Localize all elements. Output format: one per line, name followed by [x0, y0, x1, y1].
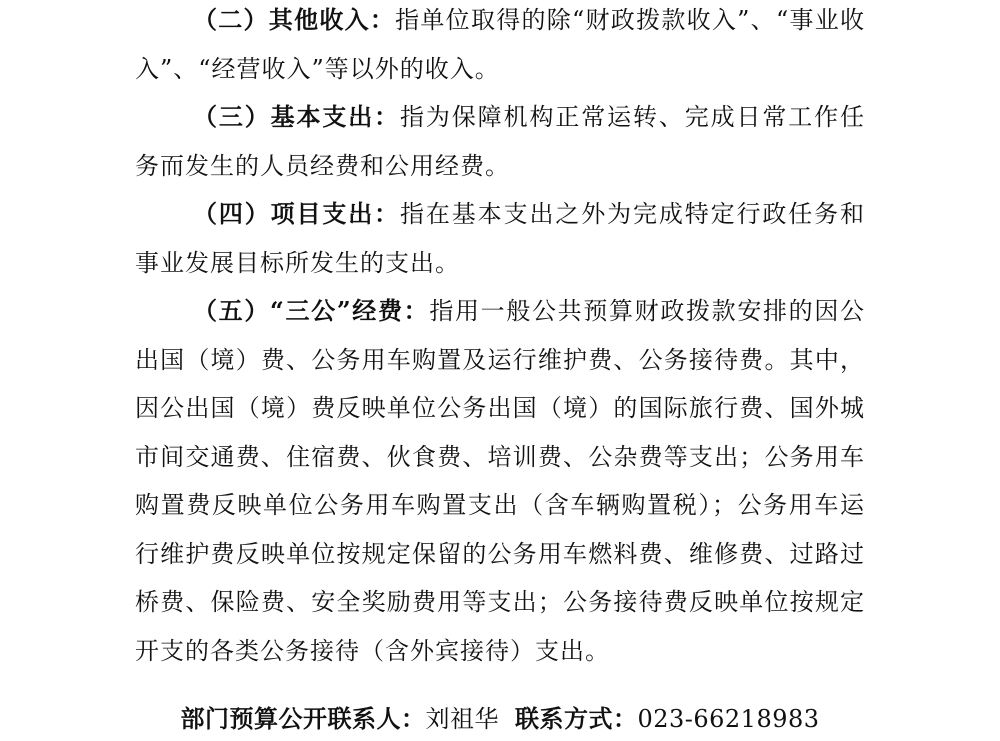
contact-method-label: 联系方式： [514, 704, 638, 733]
contact-phone: 023-66218983 [637, 705, 820, 733]
contact-line [135, 697, 865, 741]
contact-person-label: 部门预算公开联系人： [180, 704, 426, 733]
definition-text: 指单位取得的除“财政拨款收入”、“事业收入”、“经营收入”等以外的收入。 [135, 6, 866, 83]
definition-project-expenditure [135, 190, 865, 287]
definition-term: （四）项目支出： [193, 199, 401, 228]
definition-other-income [135, 0, 865, 93]
definition-text: 指在基本支出之外为完成特定行政任务和事业发展目标所发生的支出。 [135, 200, 866, 277]
definition-text: 指为保障机构正常运转、完成日常工作任务而发生的人员经费和公用经费。 [135, 103, 866, 180]
definition-three-public-expenses [135, 287, 865, 675]
definition-term: （三）基本支出： [193, 102, 401, 131]
definition-text: 指用一般公共预算财政拨款安排的因公出国（境）费、公务用车购置及运行维护费、公务接待费。其中，因公出国（境）费反映单位公务出国（境）的国际旅行费、国外城市间交通费、住宿费、伙食费、培训费、公杂费等支出；公务用车购置费反映单位公务用车购置支出（含车辆购置税）；公务用车运行维护费反映单位按规定保留的公务用车燃料费、维修费、过路过桥费、保险费、安全奖励费用等支出；公务接待费反映单位按规定开支的各类公务接待（含外宾接待）支出。 [135, 297, 866, 665]
definition-basic-expenditure [135, 93, 865, 190]
definition-term: （五）“三公”经费： [193, 296, 430, 325]
definition-term: （二）其他收入： [193, 5, 396, 34]
contact-person-name: 刘祖华 [425, 705, 499, 733]
document-body [135, 0, 865, 675]
